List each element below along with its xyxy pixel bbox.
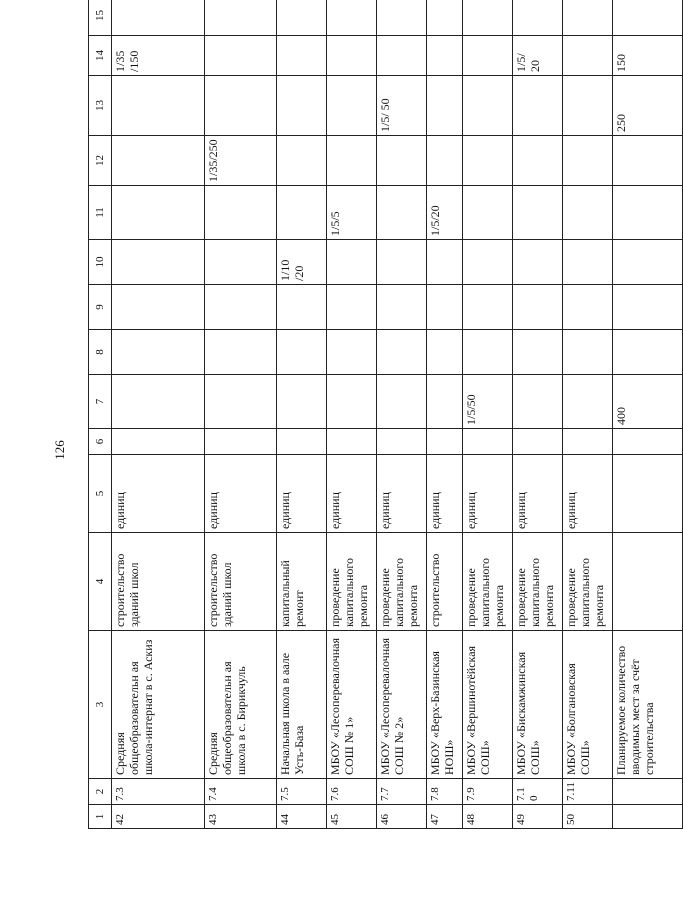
table-cell-col-13: [205, 76, 277, 136]
table-cell-col-12: [277, 136, 327, 186]
table-cell-col-6: [112, 429, 205, 455]
table-cell-col-11: [463, 186, 513, 240]
table-cell-col-5: единиц: [112, 455, 205, 533]
table-cell-col-1: 42: [112, 805, 205, 829]
table-cell-col-13: [277, 76, 327, 136]
column-number-header: 15: [89, 0, 112, 36]
table-cell-col-3: Начальная школа в аале Усть-База: [277, 631, 327, 779]
table-cell-col-14: [377, 36, 427, 76]
column-number-header: 7: [89, 375, 112, 429]
column-number-header: 8: [89, 330, 112, 375]
table-cell-col-9: [463, 285, 513, 330]
table-cell-col-10: [327, 240, 377, 285]
table-cell-col-6: [277, 429, 327, 455]
table-cell-col-10: [563, 240, 613, 285]
column-number-header: 3: [89, 631, 112, 779]
table-cell-col-11: [112, 186, 205, 240]
table-cell-col-5: единиц: [205, 455, 277, 533]
table-cell-col-14: [327, 36, 377, 76]
table-cell-col-13: [327, 76, 377, 136]
table-cell-col-8: [463, 330, 513, 375]
table-cell-col-5: единиц: [463, 455, 513, 533]
table-cell-col-6: [513, 429, 563, 455]
table-cell-col-11: [205, 186, 277, 240]
table-cell-col-1: 43: [205, 805, 277, 829]
table-cell-col-14: [427, 36, 463, 76]
table-cell-col-15: [377, 0, 427, 36]
table-cell-col-15: [463, 0, 513, 36]
table-cell-col-8: [513, 330, 563, 375]
table-cell-col-14: [563, 36, 613, 76]
table-cell-col-15: [427, 0, 463, 36]
table-cell-col-3: МБОУ «Болгановская СОШ»: [563, 631, 613, 779]
table-cell-col-9: [112, 285, 205, 330]
table-row: [112, 0, 205, 829]
table-cell-col-11: 1/5/20: [427, 186, 463, 240]
table-cell-col-12: [377, 136, 427, 186]
table-cell-col-7: [377, 375, 427, 429]
table-cell-col-7: [205, 375, 277, 429]
table-cell-col-4: проведение капитального ремонта: [377, 533, 427, 631]
table-cell-col-11: [377, 186, 427, 240]
table-cell-col-3: МБОУ «Бискамжинская СОШ»: [513, 631, 563, 779]
table-cell-col-4: проведение капитального ремонта: [513, 533, 563, 631]
table-cell-col-12: 1/35/250: [205, 136, 277, 186]
table-cell-col-5: единиц: [377, 455, 427, 533]
table-cell-col-10: [463, 240, 513, 285]
column-number-header: 4: [89, 533, 112, 631]
table-cell-col-13: [427, 76, 463, 136]
table-cell-col-12: [463, 136, 513, 186]
table-cell-col-3: Средняя общеобразовательн ая школа в с. Бирикчуль: [205, 631, 277, 779]
page-number: 126: [52, 440, 67, 460]
table-cell-col-9: [613, 285, 683, 330]
table-cell-col-7: 400: [613, 375, 683, 429]
table-cell-col-15: [112, 0, 205, 36]
table-cell-col-14: [463, 36, 513, 76]
table-cell-col-15: [327, 0, 377, 36]
table-cell-col-2: 7.11: [563, 779, 613, 805]
table-cell-col-12: [112, 136, 205, 186]
table-cell-col-15: [205, 0, 277, 36]
column-number-header: 9: [89, 285, 112, 330]
table-cell-col-5: [613, 455, 683, 533]
table-cell-col-4: проведение капитального ремонта: [327, 533, 377, 631]
column-number-header: 1: [89, 805, 112, 829]
table-cell-col-6: [613, 429, 683, 455]
column-number-header: 2: [89, 779, 112, 805]
table-cell-col-7: 1/5/50: [463, 375, 513, 429]
table-cell-col-4: строительство зданий школ: [205, 533, 277, 631]
table-cell-col-14: 150: [613, 36, 683, 76]
table-cell-col-3: МБОУ «Верх-Базинская НОШ»: [427, 631, 463, 779]
table-row: [377, 0, 427, 829]
table-cell-col-10: 1/10 /20: [277, 240, 327, 285]
table-cell-col-9: [427, 285, 463, 330]
table-cell-col-3: МБОУ «Лесоперевалочная СОШ № 1»: [327, 631, 377, 779]
table-cell-col-1: 48: [463, 805, 513, 829]
table-cell-col-8: [205, 330, 277, 375]
table-cell-col-2: 7.9: [463, 779, 513, 805]
table-row: [463, 0, 513, 829]
table-cell-col-10: [613, 240, 683, 285]
table-cell-col-4: [613, 533, 683, 631]
table-cell-col-1: 45: [327, 805, 377, 829]
table-cell-col-1: 50: [563, 805, 613, 829]
table-cell-col-5: единиц: [563, 455, 613, 533]
table-cell-col-5: единиц: [427, 455, 463, 533]
table-cell-col-1: 44: [277, 805, 327, 829]
table-cell-col-14: 1/5/ 20: [513, 36, 563, 76]
table-cell-col-2: 7.3: [112, 779, 205, 805]
column-number-header: 11: [89, 186, 112, 240]
table-cell-col-13: [112, 76, 205, 136]
table-cell-col-6: [463, 429, 513, 455]
table-cell-col-4: проведение капитального ремонта: [563, 533, 613, 631]
table-cell-col-2: 7.10: [513, 779, 563, 805]
table-cell-col-8: [112, 330, 205, 375]
table-cell-col-5: единиц: [327, 455, 377, 533]
column-number-header: 13: [89, 76, 112, 136]
table-cell-col-7: [327, 375, 377, 429]
table-cell-col-12: [613, 136, 683, 186]
column-number-header: 5: [89, 455, 112, 533]
table-cell-col-1: 47: [427, 805, 463, 829]
table-cell-col-15: [277, 0, 327, 36]
table-cell-col-7: [277, 375, 327, 429]
table-header-row: [89, 0, 112, 829]
table-cell-col-1: 46: [377, 805, 427, 829]
table-cell-col-9: [205, 285, 277, 330]
table-cell-col-4: проведение капитального ремонта: [463, 533, 513, 631]
table-cell-col-12: [563, 136, 613, 186]
table-cell-col-6: [327, 429, 377, 455]
rotated-table-container: [88, 10, 656, 829]
table-row: [563, 0, 613, 829]
table-cell-col-11: [513, 186, 563, 240]
table-cell-col-8: [277, 330, 327, 375]
table-cell-col-8: [327, 330, 377, 375]
table-cell-col-3: Планируемое количество вводимых мест за счёт строительства: [613, 631, 683, 779]
table-cell-col-8: [377, 330, 427, 375]
table-cell-col-4: капитальный ремонт: [277, 533, 327, 631]
column-number-header: 10: [89, 240, 112, 285]
table-cell-col-12: [427, 136, 463, 186]
column-number-header: 12: [89, 136, 112, 186]
table-cell-col-7: [563, 375, 613, 429]
table-cell-col-6: [377, 429, 427, 455]
table-cell-col-9: [377, 285, 427, 330]
table-cell-col-14: [277, 36, 327, 76]
column-number-header: 14: [89, 36, 112, 76]
table-cell-col-6: [427, 429, 463, 455]
table-cell-col-9: [327, 285, 377, 330]
table-cell-col-10: [205, 240, 277, 285]
table-cell-col-1: [613, 805, 683, 829]
table-cell-col-6: [563, 429, 613, 455]
table-cell-col-7: [513, 375, 563, 429]
table-row: [613, 0, 683, 829]
table-cell-col-3: МБОУ «Лесоперевалочная СОШ № 2»: [377, 631, 427, 779]
table-cell-col-3: Средняя общеобразовательн ая школа-интернат в с. Аскиз: [112, 631, 205, 779]
table-cell-col-11: [613, 186, 683, 240]
table-cell-col-15: [563, 0, 613, 36]
table-cell-col-11: [563, 186, 613, 240]
table-cell-col-12: [327, 136, 377, 186]
table-cell-col-5: единиц: [277, 455, 327, 533]
table-cell-col-13: 250: [613, 76, 683, 136]
table-cell-col-9: [513, 285, 563, 330]
table-cell-col-12: [513, 136, 563, 186]
table-row: [327, 0, 377, 829]
table-cell-col-10: [377, 240, 427, 285]
table-cell-col-2: 7.7: [377, 779, 427, 805]
table-cell-col-4: строительство: [427, 533, 463, 631]
table-cell-col-4: строительство зданий школ: [112, 533, 205, 631]
table-row: [513, 0, 563, 829]
table-cell-col-6: [205, 429, 277, 455]
table-cell-col-13: [463, 76, 513, 136]
table-cell-col-9: [563, 285, 613, 330]
table-cell-col-15: [513, 0, 563, 36]
table-cell-col-13: 1/5/ 50: [377, 76, 427, 136]
table-cell-col-9: [277, 285, 327, 330]
table-cell-col-10: [513, 240, 563, 285]
table-cell-col-8: [563, 330, 613, 375]
table-row: [205, 0, 277, 829]
table-cell-col-5: единиц: [513, 455, 563, 533]
table-cell-col-8: [427, 330, 463, 375]
table-cell-col-7: [112, 375, 205, 429]
table-row: [277, 0, 327, 829]
table-cell-col-2: 7.8: [427, 779, 463, 805]
table-cell-col-7: [427, 375, 463, 429]
table-cell-col-2: 7.5: [277, 779, 327, 805]
table-cell-col-11: 1/5/5: [327, 186, 377, 240]
table-cell-col-2: 7.6: [327, 779, 377, 805]
column-number-header: 6: [89, 429, 112, 455]
table-cell-col-10: [112, 240, 205, 285]
table-cell-col-3: МБОУ «Вершинотёйская СОШ»: [463, 631, 513, 779]
table-row: [427, 0, 463, 829]
table-cell-col-14: 1/35 /150: [112, 36, 205, 76]
table-cell-col-15: [613, 0, 683, 36]
table-cell-col-13: [513, 76, 563, 136]
table-cell-col-14: [205, 36, 277, 76]
table-cell-col-10: [427, 240, 463, 285]
table-cell-col-2: 7.4: [205, 779, 277, 805]
table-cell-col-13: [563, 76, 613, 136]
table-cell-col-8: [613, 330, 683, 375]
capital-works-table: [88, 0, 683, 829]
table-cell-col-11: [277, 186, 327, 240]
table-cell-col-1: 49: [513, 805, 563, 829]
table-cell-col-2: [613, 779, 683, 805]
